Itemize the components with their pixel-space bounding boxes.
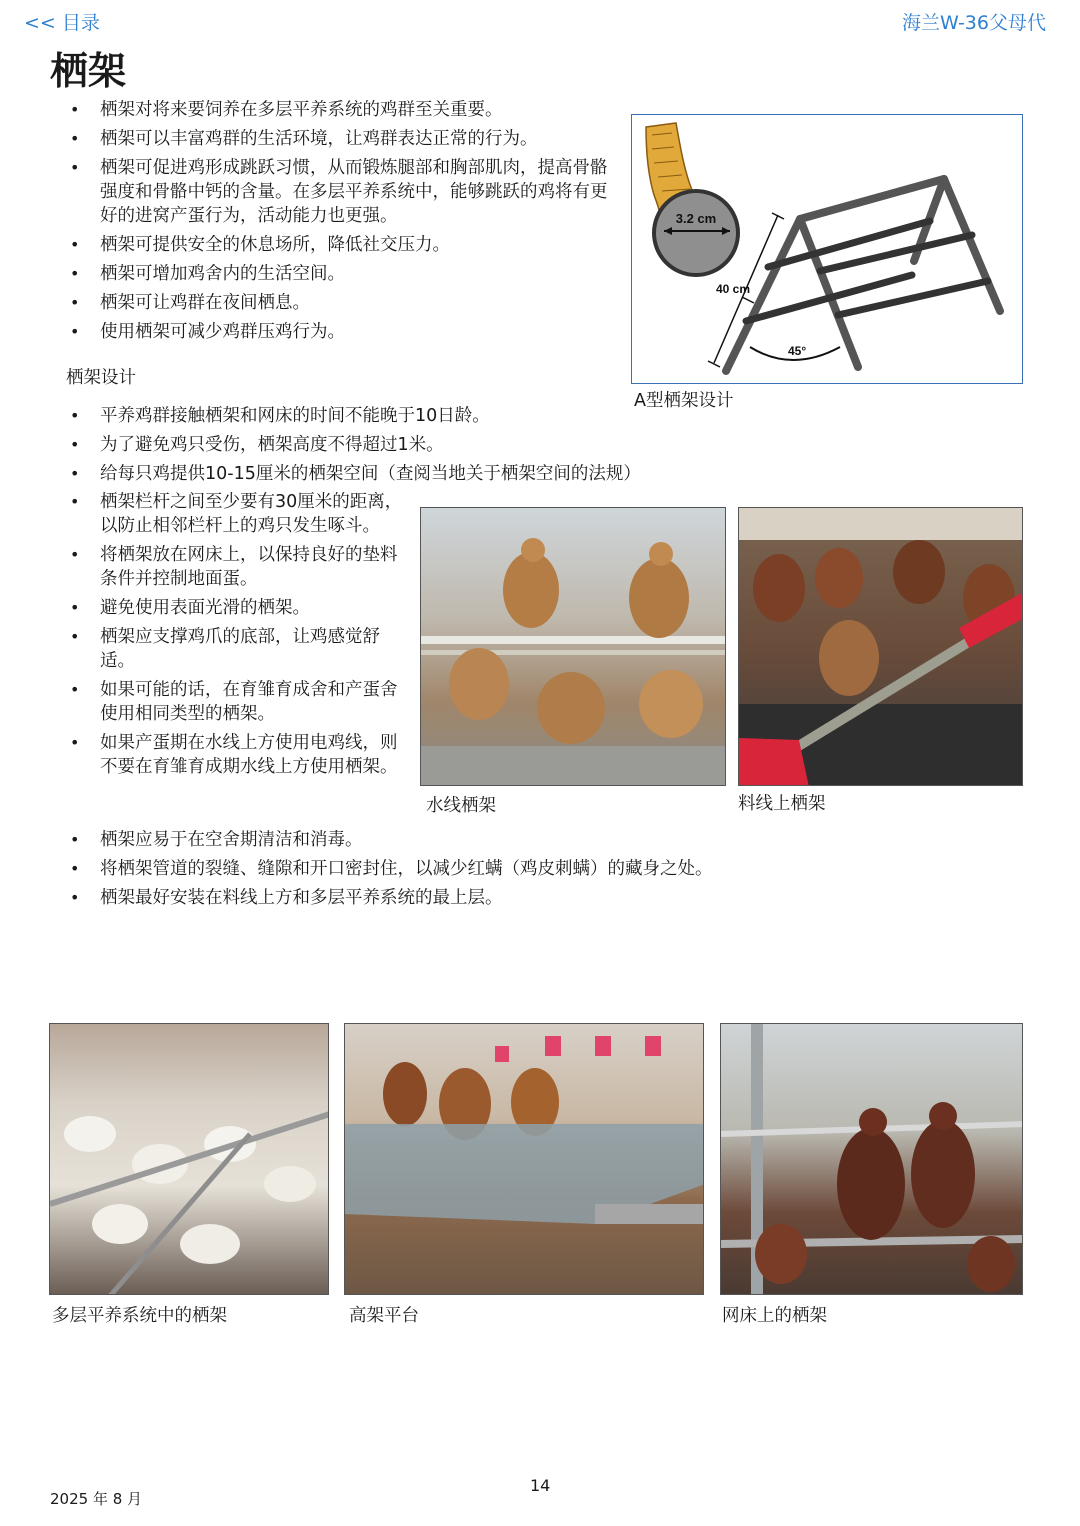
a-frame-perch-diagram	[631, 114, 1023, 384]
photo-caption: 水线栖架	[426, 796, 496, 816]
list-item: • 栖架可促进鸡形成跳跃习惯，从而锻炼腿部和胸部肌肉，提高骨骼强度和骨骼中钙的含量。在多层平养系统中，能够跳跃的鸡将有更好的进窝产蛋行为，活动能力也更强。	[70, 156, 610, 228]
photo-caption: 网床上的栖架	[722, 1306, 827, 1326]
list-item: • 避免使用表面光滑的栖架。	[70, 596, 410, 620]
list-item: • 为了避免鸡只受伤，栖架高度不得超过1米。	[70, 433, 790, 457]
a-frame-illustration	[632, 115, 1022, 383]
photo-caption: 高架平台	[349, 1306, 419, 1326]
list-item: • 栖架可让鸡群在夜间栖息。	[70, 291, 610, 315]
design-bullet-list-narrow	[70, 490, 410, 784]
toc-link[interactable]: << 目录	[24, 12, 100, 34]
footer-date: 2025 年 8 月	[50, 1490, 143, 1508]
photo-feeder-line-perch	[738, 507, 1023, 786]
angle-label: 45°	[788, 344, 807, 358]
list-item: • 如果可能的话，在育雏育成舍和产蛋舍使用相同类型的栖架。	[70, 678, 410, 726]
page-number: 14	[530, 1476, 551, 1495]
section-subheading: 栖架设计	[66, 368, 136, 388]
design-bullet-list-wide	[70, 404, 790, 491]
list-item: • 栖架可增加鸡舍内的生活空间。	[70, 262, 610, 286]
photo-caption: 料线上栖架	[738, 794, 826, 814]
list-item: • 给每只鸡提供10-15厘米的栖架空间（查阅当地关于栖架空间的法规）	[70, 462, 790, 486]
list-item: • 栖架栏杆之间至少要有30厘米的距离，以防止相邻栏杆上的鸡只发生啄斗。	[70, 490, 410, 538]
document-title: 海兰W-36父母代	[901, 12, 1046, 34]
photo-water-line-perch	[420, 507, 726, 786]
photo-elevated-platform	[344, 1023, 704, 1295]
list-item: • 将栖架管道的裂缝、缝隙和开口密封住，以减少红螨（鸡皮刺螨）的藏身之处。	[70, 857, 870, 881]
list-item: • 栖架可以丰富鸡群的生活环境，让鸡群表达正常的行为。	[70, 127, 610, 151]
diagram-caption: A型栖架设计	[634, 391, 734, 411]
list-item: • 使用栖架可减少鸡群压鸡行为。	[70, 320, 610, 344]
photo-caption: 多层平养系统中的栖架	[52, 1306, 227, 1326]
list-item: • 将栖架放在网床上，以保持良好的垫料条件并控制地面蛋。	[70, 543, 410, 591]
intro-bullet-list	[70, 98, 610, 349]
photo-slat-perch	[720, 1023, 1023, 1295]
list-item: • 平养鸡群接触栖架和网床的时间不能晚于10日龄。	[70, 404, 790, 428]
list-item: • 如果产蛋期在水线上方使用电鸡线，则不要在育雏育成期水线上方使用栖架。	[70, 731, 410, 779]
list-item: • 栖架可提供安全的休息场所，降低社交压力。	[70, 233, 610, 257]
diameter-label: 3.2 cm	[675, 211, 717, 226]
page-title: 栖架	[50, 49, 127, 93]
list-item: • 栖架应易于在空舍期清洁和消毒。	[70, 828, 870, 852]
list-item: • 栖架应支撑鸡爪的底部，让鸡感觉舒适。	[70, 625, 410, 673]
spacing-label: 40 cm	[716, 282, 751, 296]
design-bullet-list-bottom	[70, 828, 870, 915]
list-item: • 栖架最好安装在料线上方和多层平养系统的最上层。	[70, 886, 870, 910]
photo-multitier-perch	[49, 1023, 329, 1295]
list-item: • 栖架对将来要饲养在多层平养系统的鸡群至关重要。	[70, 98, 610, 122]
